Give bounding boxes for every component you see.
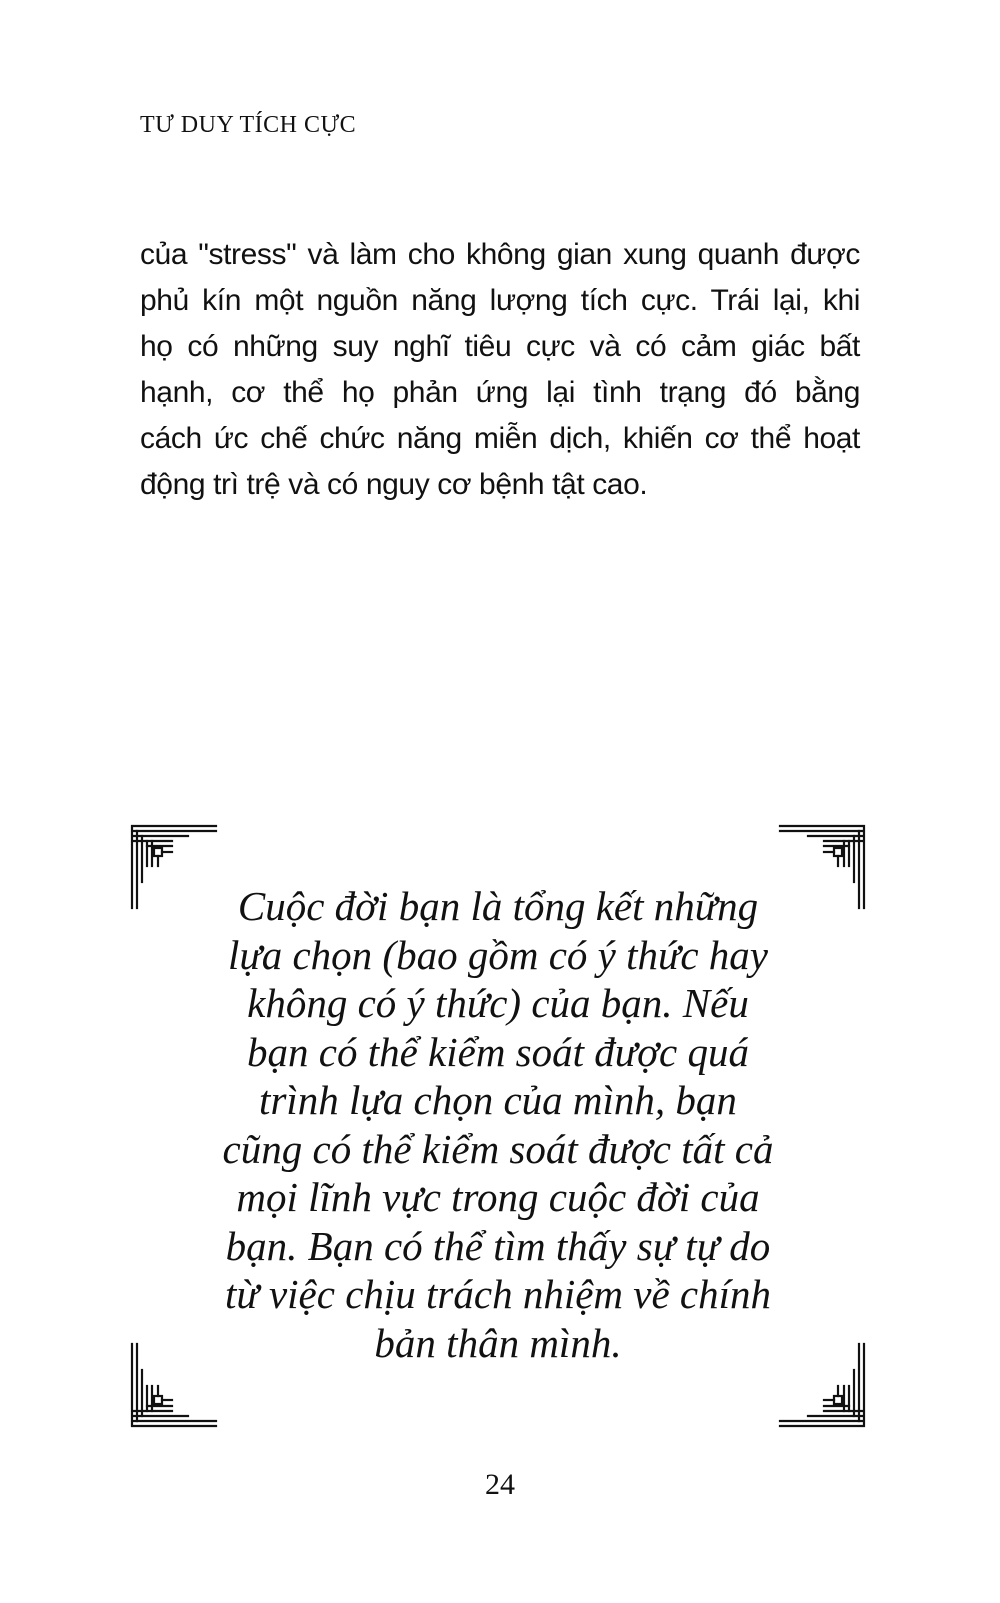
body-line: cách ức chế chức năng miễn dịch, khiến cơ thể hoạt bbox=[140, 422, 860, 455]
quote-line: cũng có thể kiểm soát được tất cả bbox=[222, 1125, 774, 1172]
body-line: của "stress" và làm cho không gian xung quanh được bbox=[140, 238, 860, 271]
quote-line: từ việc chịu trách nhiệm về chính bbox=[224, 1271, 772, 1317]
quote-box bbox=[128, 822, 868, 1430]
quote-line: lựa chọn (bao gồm có ý thức hay bbox=[227, 931, 768, 978]
quote-line: bạn có thể kiểm soát được quá bbox=[247, 1028, 749, 1075]
running-header: TƯ DUY TÍCH CỰC bbox=[140, 112, 357, 138]
page-number: 24 bbox=[485, 1468, 515, 1501]
quote-line: mọi lĩnh vực trong cuộc đời của bbox=[236, 1174, 760, 1220]
quote-line: bản thân mình. bbox=[374, 1319, 622, 1366]
quote-line: trình lựa chọn của mình, bạn bbox=[259, 1077, 737, 1123]
quote-line: không có ý thức) của bạn. Nếu bbox=[247, 980, 749, 1026]
quote-line: bạn. Bạn có thể tìm thấy sự tự do bbox=[225, 1222, 771, 1269]
quote-text bbox=[168, 882, 828, 1367]
body-line: động trì trệ và có nguy cơ bệnh tật cao. bbox=[140, 468, 648, 501]
quote-line: Cuộc đời bạn là tổng kết những bbox=[237, 883, 759, 929]
body-line: hạnh, cơ thể họ phản ứng lại tình trạng đó bằng bbox=[140, 376, 860, 409]
body-line: phủ kín một nguồn năng lượng tích cực. Trái lại, khi bbox=[140, 284, 860, 317]
body-line: họ có những suy nghĩ tiêu cực và có cảm giác bất bbox=[140, 330, 860, 363]
body-paragraph bbox=[140, 232, 860, 508]
